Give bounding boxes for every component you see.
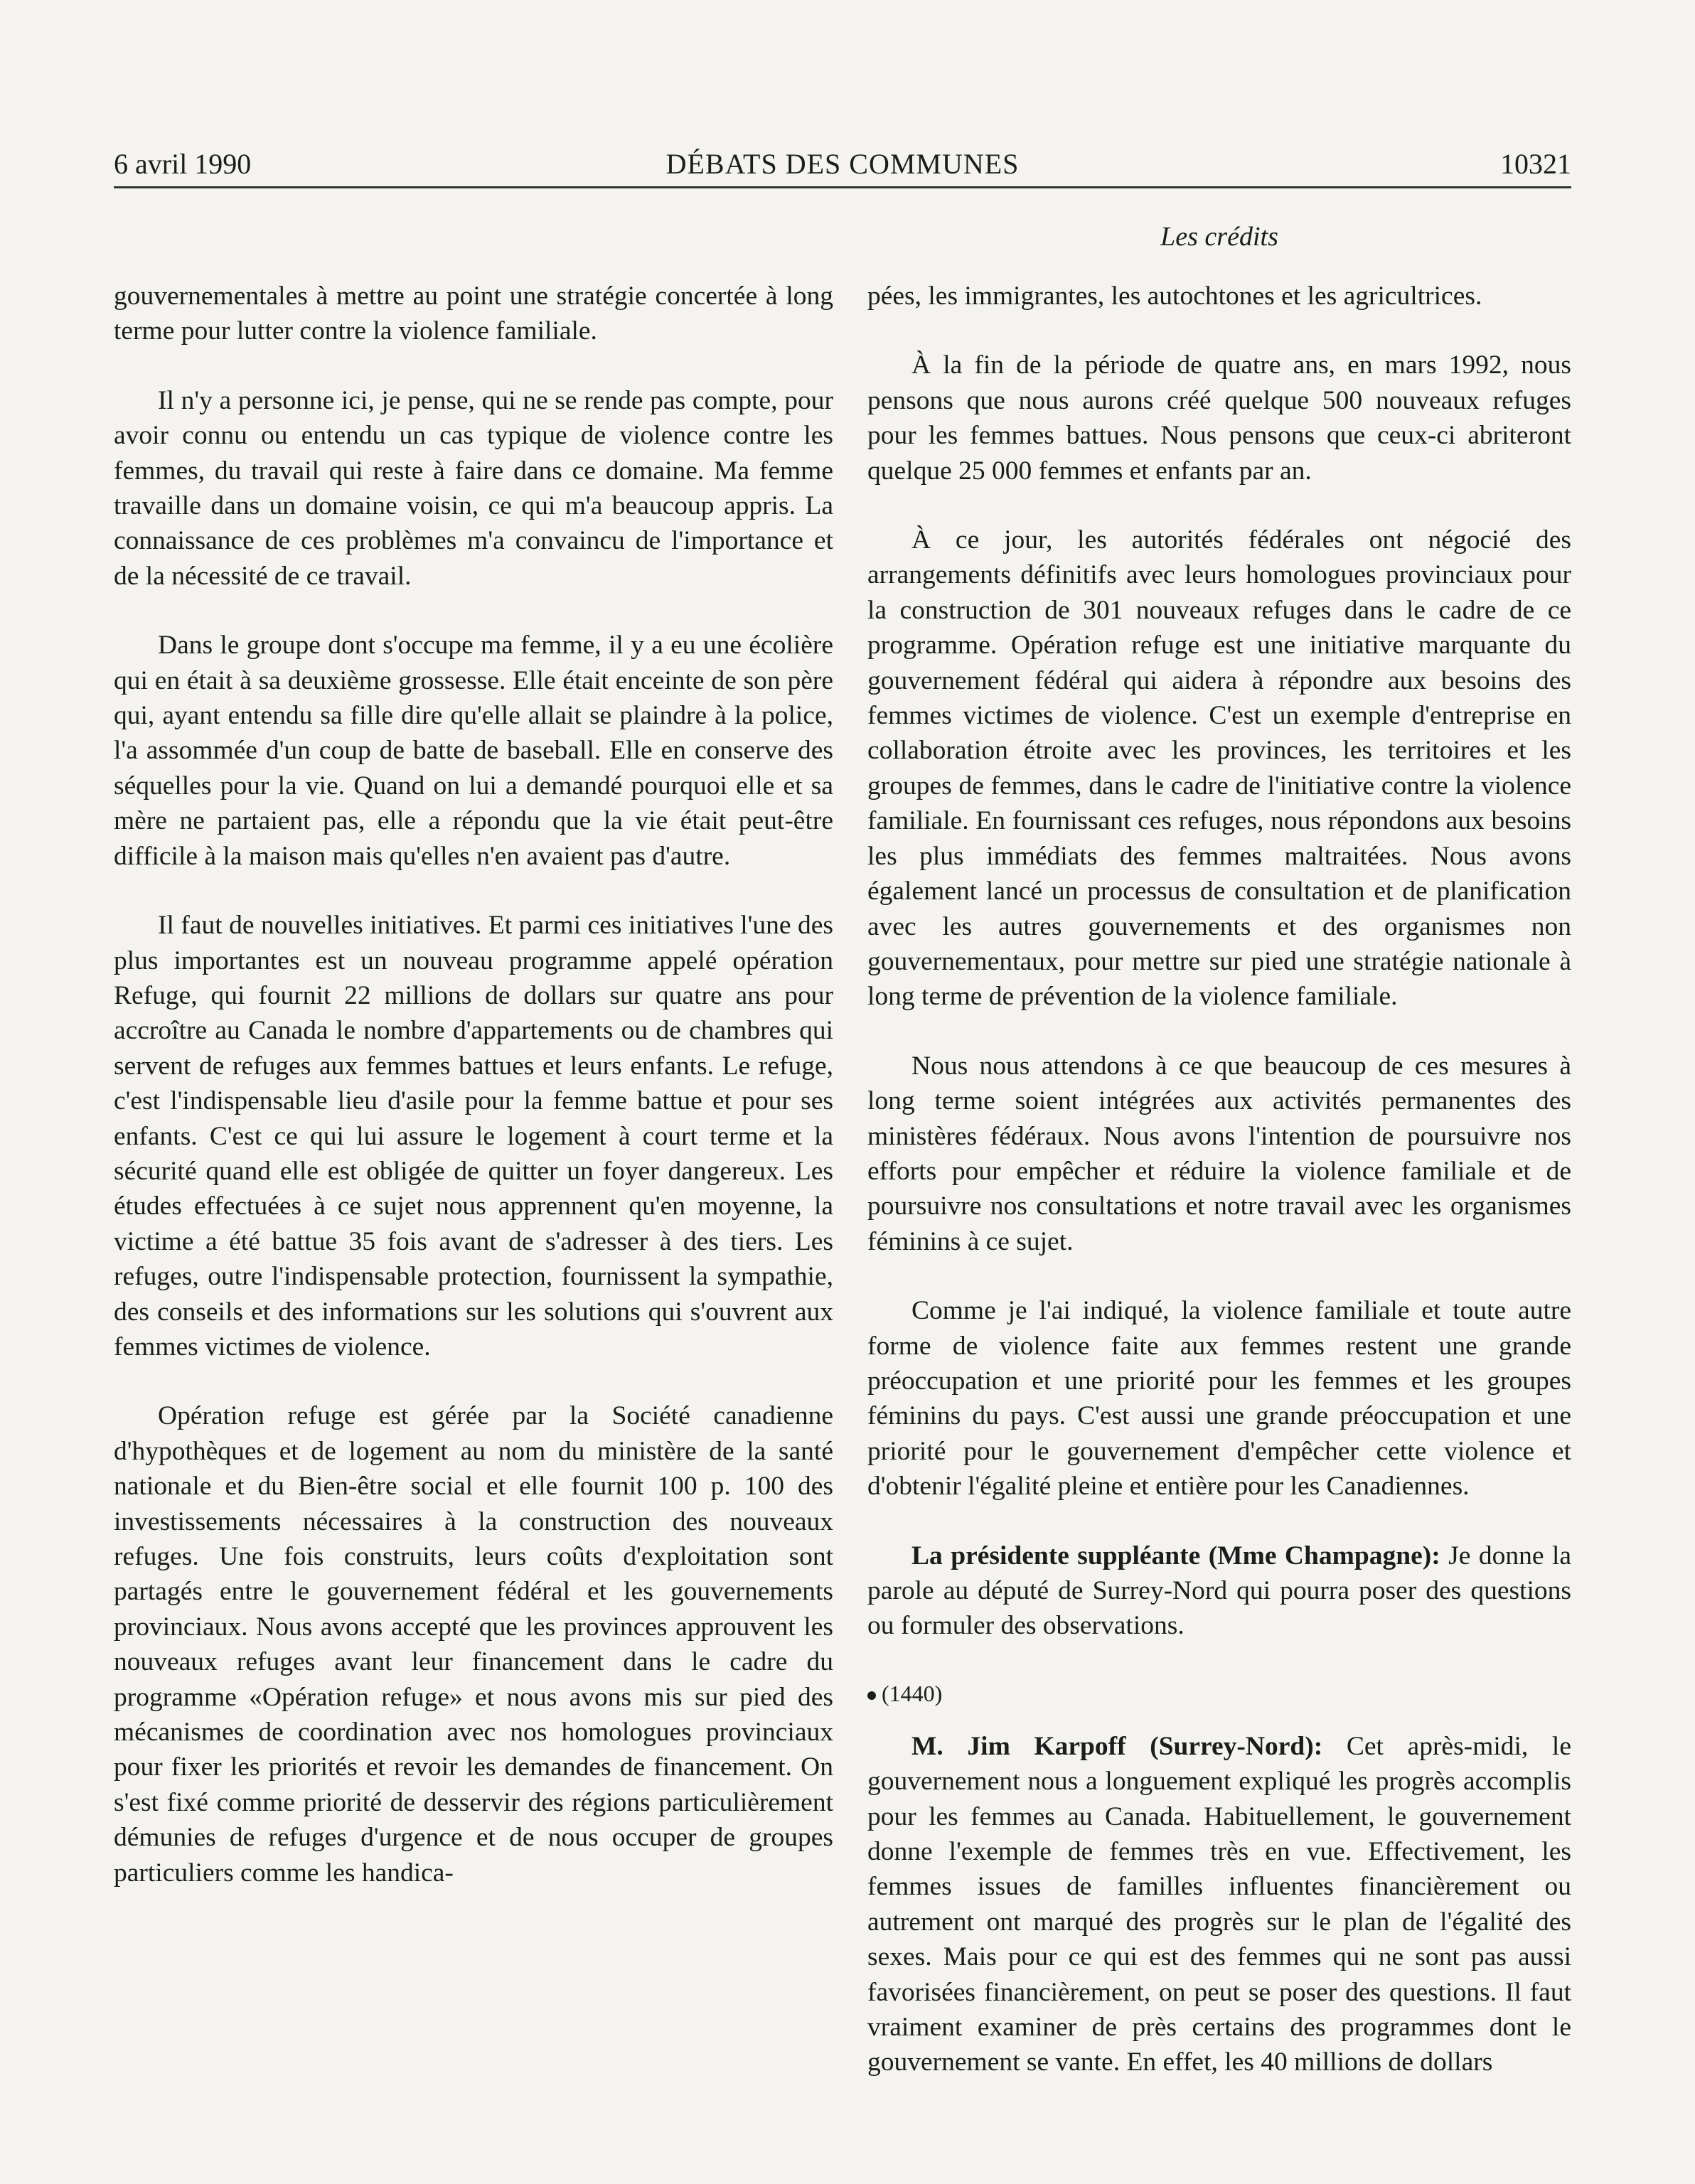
paragraph: Dans le groupe dont s'occupe ma femme, il y a eu une écolière qui en était à sa deuxième grossesse. Elle était enceinte de son père qui, ayant entendu sa fille dire qu'elle allait se plaindre à la police, l'a assommée d'un coup de batte de baseball. Elle en conserve des séquelles pour la vie. Quand on lui a demandé pourquoi elle et sa mère ne partaient pas, elle a répondu que la vie était peut-être difficile à la maison mais qu'elles n'en avaient pas d'autre.	[114, 631, 833, 871]
header-title: DÉBATS DES COMMUNES	[665, 148, 1020, 180]
paragraph: Nous nous attendons à ce que beaucoup de ces mesures à long terme soient intégrées aux activités permanentes des ministères fédéraux. Nous avons l'intention de poursuivre nos efforts pour empêcher et réduire la violence familiale et de poursuivre nos consultations et notre travail avec les organismes féminins à ce sujet.	[867, 1051, 1571, 1256]
speaker-name: La présidente suppléante (Mme Champagne):	[911, 1541, 1440, 1570]
timestamp	[867, 1678, 1571, 1709]
section-title: Les crédits	[1160, 222, 1278, 252]
paragraph: pées, les immigrantes, les autochtones et les agricultrices.	[867, 282, 1482, 311]
speaker-name: M. Jim Karpoff (Surrey-Nord):	[911, 1731, 1323, 1761]
header-page-number: 10321	[1500, 148, 1571, 180]
bullet-icon	[867, 1691, 876, 1700]
speaker-text: Cet après-midi, le gouvernement nous a longuement expliqué les progrès accomplis pour les femmes au Canada. Habituellement, le gouvernement donne l'exemple de femmes très en vue. Effectivement, les femmes issues de familles influentes financièrement ou autrement ont marqué des progrès sur le plan de l'égalité des sexes. Mais pour ce qui est des femmes qui ne sont pas aussi favorisées financièrement, on peut se poser des questions. Il faut vraiment examiner de près certains des programmes dont le gouvernement se vante. En effet, les 40 millions de dollars	[867, 1731, 1571, 2077]
speaker-paragraph	[867, 1729, 1571, 2080]
header-date: 6 avril 1990	[114, 148, 252, 180]
paragraph: À la fin de la période de quatre ans, en mars 1992, nous pensons que nous aurons créé quelque 500 nouveaux refuges pour les femmes battues. Nous pensons que ceux-ci abriteront quelque 25 000 femmes et enfants par an.	[867, 350, 1571, 486]
paragraph: gouvernementales à mettre au point une stratégie concertée à long terme pour lutter contre la violence familiale.	[114, 282, 833, 346]
page-header	[114, 146, 1571, 188]
paragraph: Opération refuge est gérée par la Société canadienne d'hypothèques et de logement au nom du ministère de la santé nationale et du Bien-être social et elle fournit 100 p. 100 des investissements nécessaires à la construction des nouveaux refuges. Une fois construits, leurs coûts d'exploitation sont partagés entre le gouvernement fédéral et les gouvernements provinciaux. Nous avons accepté que les provinces approuvent les nouveaux refuges avant leur financement dans le cadre du programme «Opération refuge» et nous avons mis sur pied des mécanismes de coordination avec nos homologues provinciaux pour fixer les priorités et revoir les demandes de financement. On s'est fixé comme priorité de desservir des régions particulièrement démunies de refuges d'urgence et de nous occuper de groupes particuliers comme les handica-	[114, 1401, 833, 1888]
left-column	[114, 279, 833, 1925]
paragraph: Il faut de nouvelles initiatives. Et parmi ces initiatives l'une des plus importantes est un nouveau programme appelé opération Refuge, qui fournit 22 millions de dollars sur quatre ans pour accroître au Canada le nombre d'appartements ou de chambres qui servent de refuges aux femmes battues et leurs enfants. Le refuge, c'est l'indispensable lieu d'asile pour la femme battue et pour ses enfants. C'est ce qui lui assure le logement à court terme et la sécurité quand elle est obligée de quitter un foyer dangereux. Les études effectuées à ce sujet nous apprennent qu'en moyenne, la victime a été battue 35 fois avant de s'adresser à des tiers. Les refuges, outre l'indispensable protection, fournissent la sympathie, des conseils et des informations sur les solutions qui s'ouvrent aux femmes victimes de violence.	[114, 911, 833, 1361]
speaker-paragraph	[867, 1538, 1571, 1644]
right-column	[867, 279, 1571, 2114]
timestamp-text: (1440)	[882, 1680, 943, 1706]
speaker-text: Je donne la parole au député de Surrey-Nord qui pourra poser des questions ou formuler des observations.	[867, 1541, 1572, 1641]
header-rule	[114, 186, 1571, 188]
paragraph: Comme je l'ai indiqué, la violence familiale et toute autre forme de violence faite aux femmes restent une grande préoccupation et une priorité pour les femmes et les groupes féminins du pays. C'est aussi une grande préoccupation et une priorité pour le gouvernement d'empêcher cette violence et d'obtenir l'égalité pleine et entière pour les Canadiennes.	[867, 1296, 1571, 1502]
paragraph: À ce jour, les autorités fédérales ont négocié des arrangements définitifs avec leurs homologues provinciaux pour la construction de 301 nouveaux refuges dans le cadre de ce programme. Opération refuge est une initiative marquante du gouvernement fédéral qui aidera à répondre aux besoins des femmes victimes de violence. C'est un exemple d'entreprise en collaboration étroite avec les provinces, les territoires et les groupes de femmes, dans le cadre de l'initiative contre la violence familiale. En fournissant ces refuges, nous répondons aux besoins les plus immédiats des femmes maltraitées. Nous avons également lancé un processus de consultation et de planification avec les autres gouvernements et des organismes non gouvernementaux, pour mettre sur pied une stratégie nationale à long terme de prévention de la violence familiale.	[867, 525, 1571, 1012]
paragraph: Il n'y a personne ici, je pense, qui ne se rende pas compte, pour avoir connu ou entendu un cas typique de violence contre les femmes, du travail qui reste à faire dans ce domaine. Ma femme travaille dans un domaine voisin, ce qui m'a beaucoup appris. La connaissance de ces problèmes m'a convaincu de l'importance et de la nécessité de ce travail.	[114, 385, 833, 591]
